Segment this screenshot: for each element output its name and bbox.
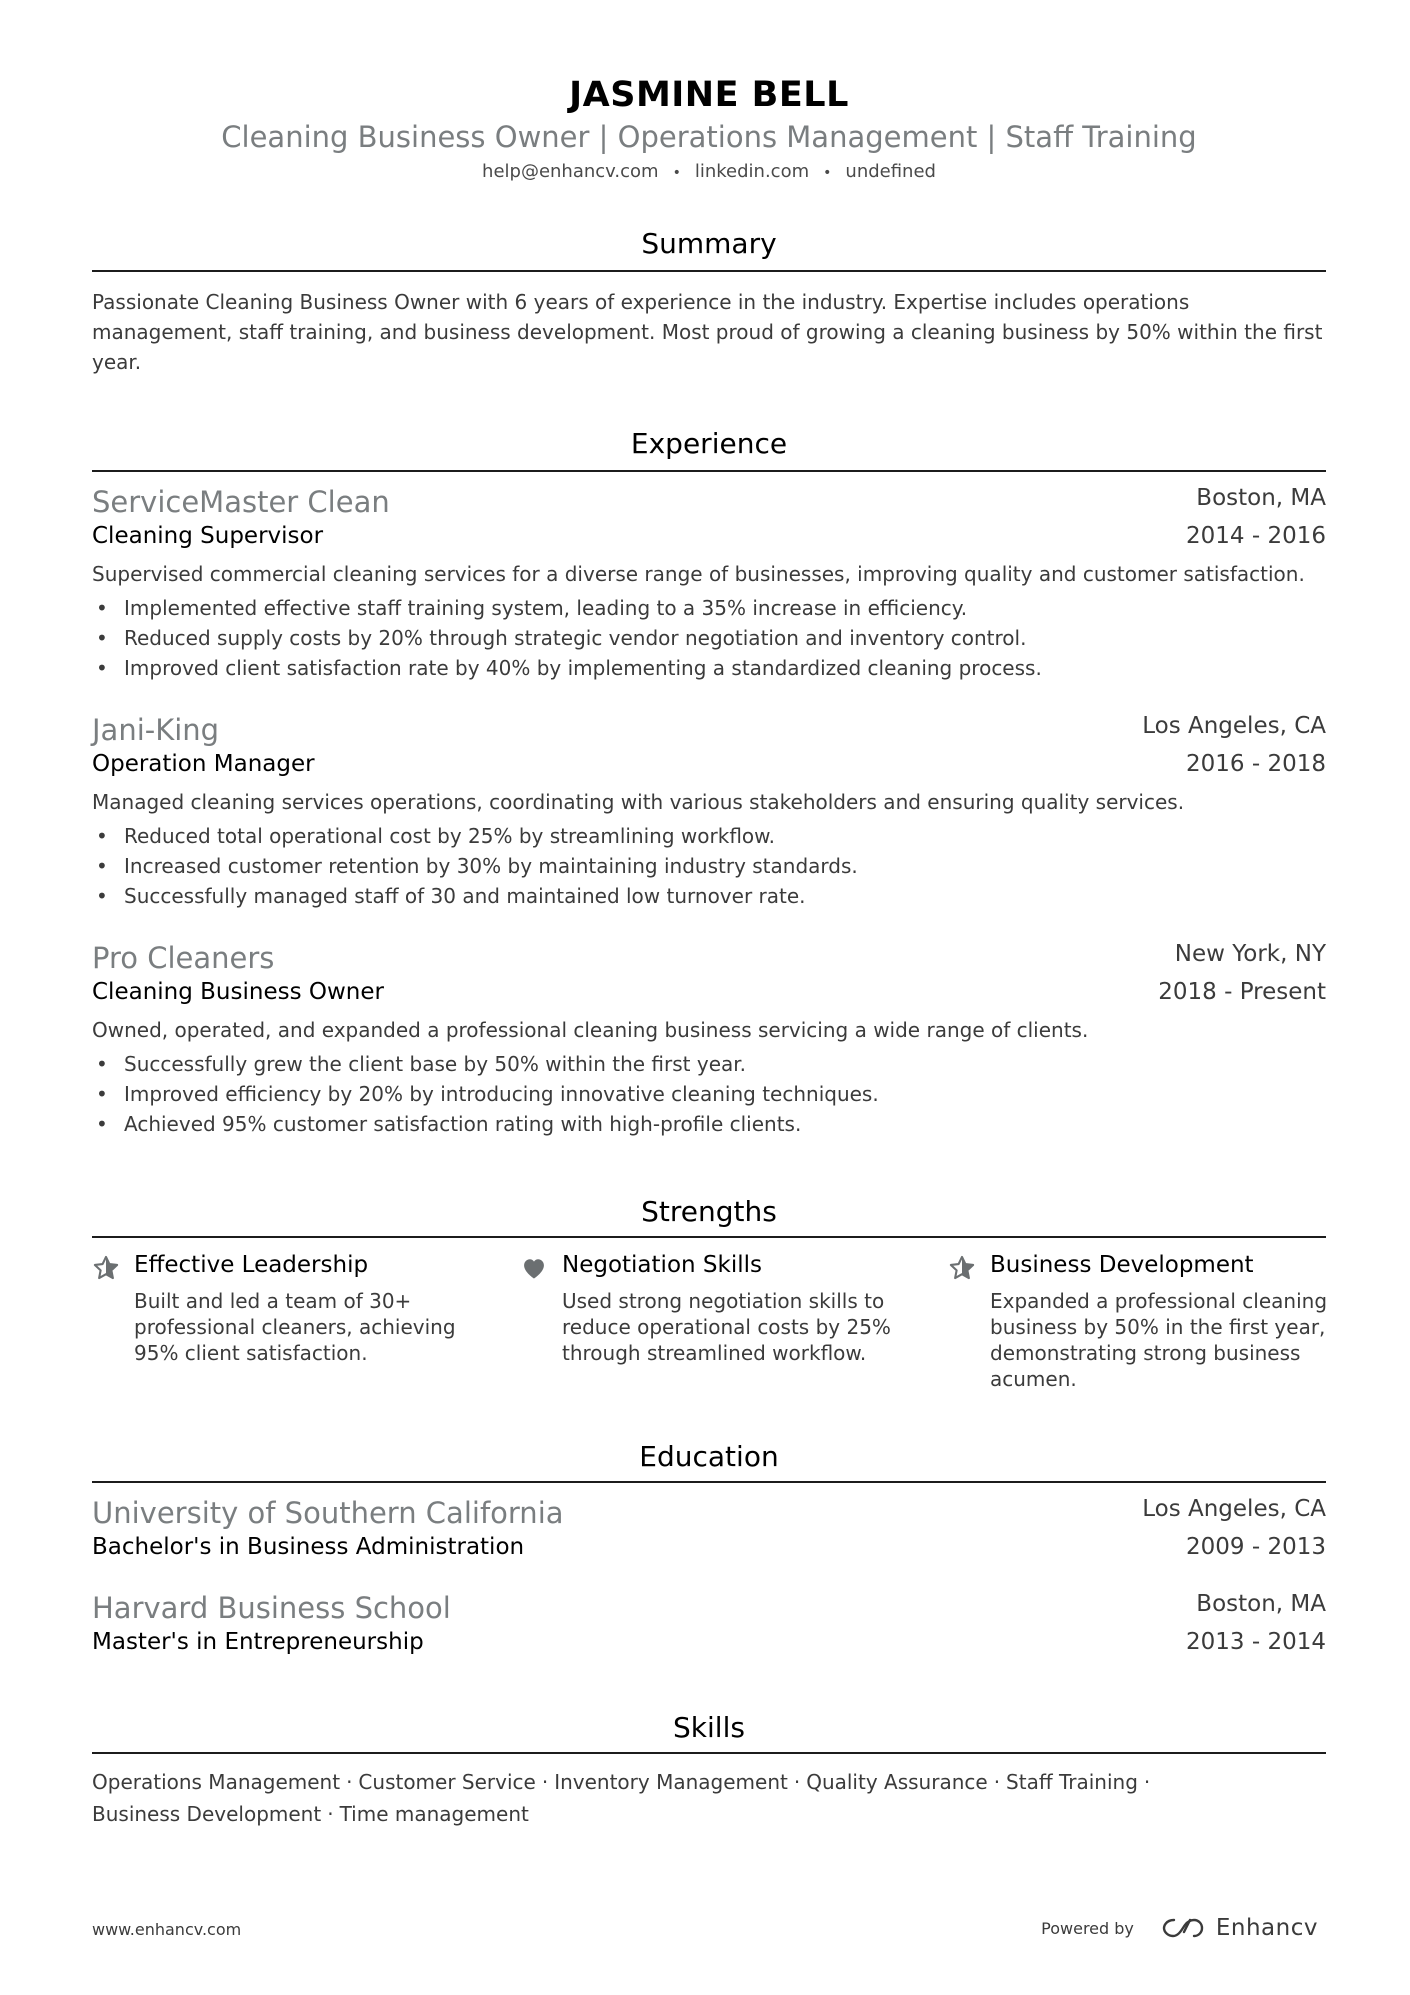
skill-item: Quality Assurance: [806, 1770, 988, 1794]
star-icon: [92, 1254, 120, 1282]
skills-heading: Skills: [673, 1711, 745, 1744]
job-title: Cleaning Business Owner: [92, 979, 384, 1005]
contact-linkedin[interactable]: linkedin.com: [694, 161, 810, 182]
job-dates: 2018 - Present: [1158, 979, 1326, 1005]
achievement-item: • Increased customer retention by 30% by maintaining industry standards.: [96, 854, 858, 878]
education-heading: Education: [639, 1440, 779, 1473]
achievement-item: • Achieved 95% customer satisfaction rating with high-profile clients.: [96, 1112, 802, 1136]
achievement-text: Implemented effective staff training system, leading to a 35% increase in efficiency.: [124, 596, 968, 620]
achievement-text: Improved client satisfaction rate by 40% by implementing a standardized cleaning process.: [124, 656, 1042, 680]
separator-dot: •: [823, 165, 832, 181]
skill-item: Staff Training: [1006, 1770, 1138, 1794]
candidate-headline: Cleaning Business Owner | Operations Management | Staff Training: [221, 120, 1197, 154]
skills-list: [92, 1766, 1326, 1798]
strengths-heading: Strengths: [641, 1195, 777, 1228]
job-description: Supervised commercial cleaning services for a diverse range of businesses, improving quality and customer satisfaction.: [92, 562, 1305, 586]
contact-email[interactable]: help@enhancv.com: [482, 161, 659, 182]
achievement-item: • Successfully managed staff of 30 and maintained low turnover rate.: [96, 884, 806, 908]
school-name: Harvard Business School: [92, 1591, 451, 1625]
strength-description: Expanded a professional cleaning business by 50% in the first year, demonstrating strong business acumen.: [990, 1289, 1328, 1391]
achievement-item: • Improved client satisfaction rate by 40% by implementing a standardized cleaning process.: [96, 656, 1042, 680]
degree-title: Bachelor's in Business Administration: [92, 1534, 525, 1560]
degree-title: Master's in Entrepreneurship: [92, 1629, 424, 1655]
separator-dot: •: [672, 165, 681, 181]
job-dates: 2014 - 2016: [1186, 523, 1326, 549]
education-dates: 2013 - 2014: [1186, 1629, 1326, 1655]
powered-by-label: Powered by: [1041, 1918, 1134, 1938]
summary-line: year.: [92, 350, 142, 374]
skill-separator: ·: [993, 1770, 1001, 1794]
skill-item: Business Development: [92, 1802, 322, 1826]
summary-text: [92, 287, 1326, 377]
achievement-item: • Implemented effective staff training system, leading to a 35% increase in efficiency.: [96, 596, 968, 620]
section-divider: [92, 470, 1326, 472]
strength-title: Effective Leadership: [134, 1252, 369, 1278]
job-location: Boston, MA: [1196, 485, 1326, 511]
job-title: Operation Manager: [92, 751, 315, 777]
section-divider: [92, 270, 1326, 272]
experience-heading: Experience: [630, 427, 788, 460]
achievement-text: Increased customer retention by 30% by maintaining industry standards.: [124, 854, 858, 878]
company-name: Jani-King: [92, 713, 220, 747]
skills-list: [92, 1798, 1326, 1830]
job-achievements: [92, 1049, 1326, 1139]
heart-icon: [520, 1254, 548, 1282]
school-location: Los Angeles, CA: [1142, 1496, 1326, 1522]
achievement-text: Reduced total operational cost by 25% by streamlining workflow.: [124, 824, 776, 848]
section-divider: [92, 1481, 1326, 1483]
job-achievements: [92, 821, 1326, 911]
skill-separator: ·: [327, 1802, 334, 1826]
contact-line: [92, 161, 1326, 183]
achievement-text: Successfully managed staff of 30 and maintained low turnover rate.: [124, 884, 806, 908]
skill-item: Operations Management: [92, 1770, 341, 1794]
summary-line: management, staff training, and business development. Most proud of growing a cleaning business by 50% within the first: [92, 320, 1323, 344]
school-name: University of Southern California: [92, 1496, 564, 1530]
footer-website[interactable]: www.enhancv.com: [92, 1920, 242, 1939]
achievement-text: Successfully grew the client base by 50% within the first year.: [124, 1052, 747, 1076]
strength-title: Negotiation Skills: [562, 1252, 762, 1278]
skill-separator: ·: [793, 1770, 801, 1794]
candidate-name: JASMINE BELL: [569, 75, 849, 115]
job-achievements: [92, 593, 1326, 683]
brand-name: Enhancv: [1215, 1915, 1318, 1941]
strength-title: Business Development: [990, 1252, 1254, 1278]
achievement-item: • Improved efficiency by 20% by introducing innovative cleaning techniques.: [96, 1082, 879, 1106]
company-name: Pro Cleaners: [92, 941, 275, 975]
achievement-text: Achieved 95% customer satisfaction rating with high-profile clients.: [124, 1112, 802, 1136]
education-dates: 2009 - 2013: [1186, 1534, 1326, 1560]
skill-separator: ·: [541, 1770, 549, 1794]
strength-description: Used strong negotiation skills to reduce operational costs by 25% through streamlined workflow.: [562, 1289, 891, 1365]
skill-separator: ·: [1143, 1770, 1151, 1794]
star-icon: [948, 1254, 976, 1282]
skill-item: Inventory Management: [554, 1770, 788, 1794]
contact-other: undefined: [845, 161, 936, 182]
skill-separator: ·: [346, 1770, 353, 1794]
enhancv-logo-icon: [1160, 1916, 1206, 1940]
summary-heading: Summary: [641, 227, 777, 260]
achievement-item: • Successfully grew the client base by 50% within the first year.: [96, 1052, 747, 1076]
summary-line: Passionate Cleaning Business Owner with 6 years of experience in the industry. Expertise includes operations: [92, 290, 1190, 314]
job-dates: 2016 - 2018: [1186, 751, 1326, 777]
achievement-text: Improved efficiency by 20% by introducing innovative cleaning techniques.: [124, 1082, 879, 1106]
job-title: Cleaning Supervisor: [92, 523, 324, 549]
section-divider: [92, 1752, 1326, 1754]
strength-description: Built and led a team of 30+ professional cleaners, achieving 95% client satisfaction.: [134, 1289, 456, 1365]
school-location: Boston, MA: [1196, 1591, 1326, 1617]
job-description: Managed cleaning services operations, coordinating with various stakeholders and ensuring quality services.: [92, 790, 1185, 814]
achievement-item: • Reduced total operational cost by 25% by streamlining workflow.: [96, 824, 776, 848]
skill-item: Time management: [339, 1802, 529, 1826]
skill-item: Customer Service: [358, 1770, 536, 1794]
achievement-text: Reduced supply costs by 20% through strategic vendor negotiation and inventory control.: [124, 626, 1027, 650]
job-location: New York, NY: [1174, 941, 1326, 967]
footer-branding: [1041, 1910, 1318, 1946]
company-name: ServiceMaster Clean: [92, 485, 390, 519]
job-description: Owned, operated, and expanded a professional cleaning business servicing a wide range of clients.: [92, 1018, 1089, 1042]
job-location: Los Angeles, CA: [1142, 713, 1326, 739]
achievement-item: • Reduced supply costs by 20% through strategic vendor negotiation and inventory control.: [96, 626, 1027, 650]
section-divider: [92, 1236, 1326, 1238]
